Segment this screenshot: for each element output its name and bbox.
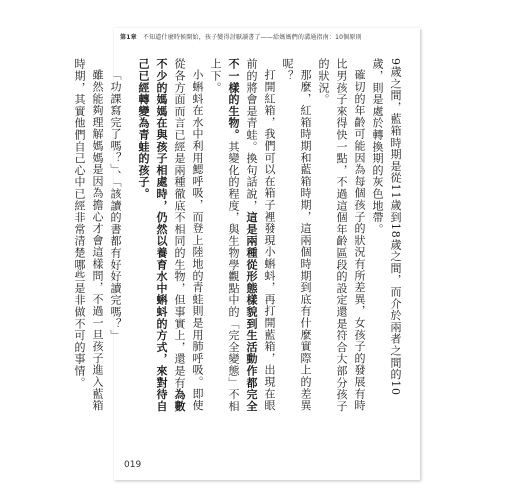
paragraph-5 bbox=[134, 58, 206, 418]
paragraph-7 bbox=[70, 58, 106, 418]
paragraph-7-text: 雖然能夠理解媽媽是因為擔心才會這樣問，不過一旦孩子進入藍箱時期，其實他們自己心中已經非常清楚哪些是非做不可的事情。 bbox=[73, 58, 104, 412]
paragraph-1 bbox=[368, 58, 404, 418]
paragraph-4-after: 其變化的程度，與生物學觀點中的「完全變態」不相上下。 bbox=[209, 58, 240, 413]
paragraph-2-text: 確切的年齡可能因為每個孩子的狀況有所差異，女孩子的發展有時比男孩子來得快一點，不過這個年齡區段的設定還是符合大部分孩子的狀況。 bbox=[317, 58, 366, 412]
paragraph-1-text: 9歲之間，藍箱時期是從11歲到18歲之間，而介於兩者之間的10歲，則是處於轉換期的灰色地帶。 bbox=[371, 58, 402, 396]
running-header bbox=[120, 32, 414, 41]
book-page bbox=[73, 28, 420, 480]
chapter-title: 不知道什麼時候開始，孩子變得討厭讀書了——給媽媽們的溝通指南：10個原則 bbox=[142, 34, 362, 41]
paragraph-5-text: 小蝌蚪在水中利用鰓呼吸，而登上陸地的青蛙則是用肺呼吸。即使從各方面而言已經是兩種徹底不相同的生物，但事實上，還是有 bbox=[173, 58, 204, 412]
paragraph-5-emphasis: 為數不少的媽媽在與孩子相處時，仍然以養育水中蝌蚪的方式，來對待自己已經轉變為青蛙的孩子。 bbox=[137, 58, 186, 413]
paragraph-2 bbox=[314, 58, 368, 418]
paragraph-6-text: 「功課寫完了嗎？」、「該讀的書都有好好讀完嗎？」 bbox=[109, 69, 122, 342]
paragraph-spacer bbox=[124, 58, 134, 418]
vertical-body-text bbox=[73, 58, 404, 418]
chapter-label: 第1章 bbox=[120, 34, 137, 41]
paragraph-4 bbox=[206, 58, 278, 418]
paragraph-4-text: 打開紅箱，我們可以在箱子裡發現小蝌蚪，再打開藍箱，出現在眼前的將會是青蛙。換句話說， bbox=[245, 58, 276, 412]
paragraph-4-emphasis: 這是兩種從形態樣貌到生活動作都完全不一樣的生物。 bbox=[227, 58, 258, 413]
paragraph-3-text: 那麼，紅箱時期和藍箱時期，這兩個時期到底有什麼實際上的差異呢？ bbox=[281, 58, 312, 412]
paragraph-6 bbox=[106, 58, 124, 418]
paragraph-3 bbox=[278, 58, 314, 418]
page-number: 019 bbox=[124, 460, 142, 470]
